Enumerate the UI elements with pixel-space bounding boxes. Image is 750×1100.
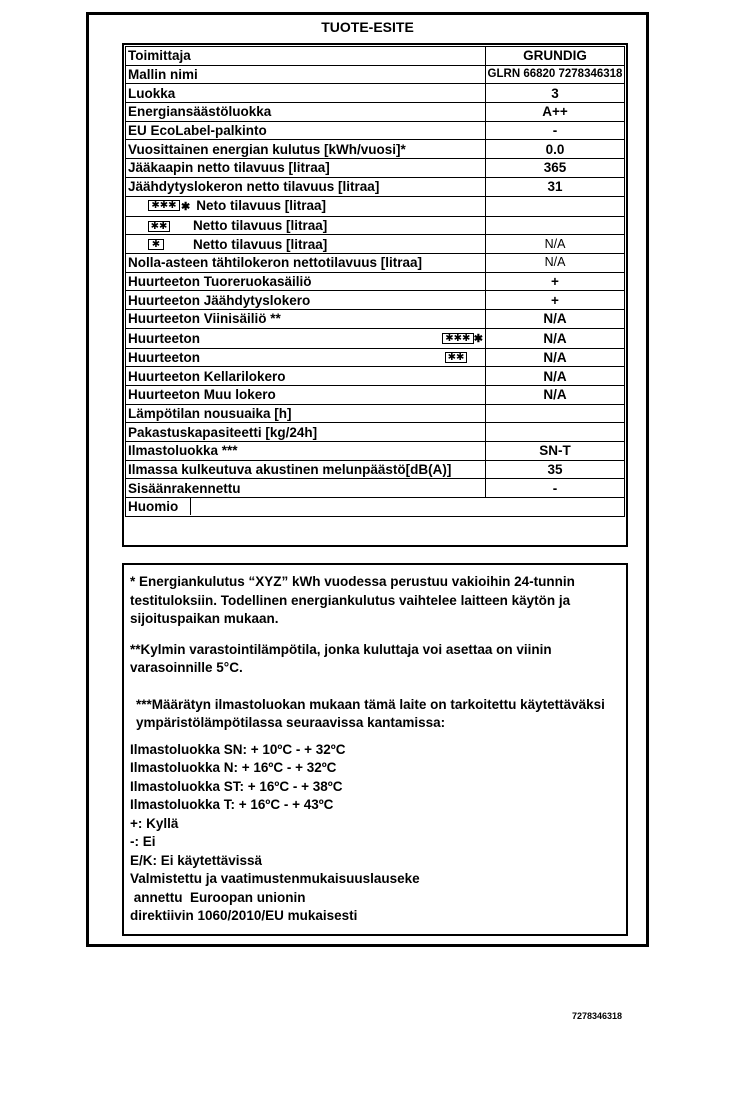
table-row (126, 309, 625, 328)
row-value (191, 498, 624, 515)
row-label: Huurteeton (128, 349, 200, 365)
row-label: Jääkaapin netto tilavuus [litraa] (126, 159, 486, 178)
row-value: - (486, 479, 625, 498)
table-row (126, 177, 625, 196)
table-row (126, 386, 625, 405)
row-value: 3 (486, 84, 625, 103)
star-icon: ✱ (181, 200, 191, 213)
table-row (126, 47, 625, 66)
row-value: + (486, 272, 625, 291)
table-row (126, 291, 625, 310)
table-row (126, 140, 625, 159)
climate-class-item: Ilmastoluokka N: + 16ºC - + 32ºC (130, 760, 337, 775)
row-value: GLRN 66820 7278346318 (486, 65, 625, 84)
row-label-with-icon (126, 235, 486, 254)
table-row (126, 196, 625, 216)
notes-box (122, 563, 628, 936)
row-value: N/A (486, 309, 625, 328)
row-value: N/A (486, 235, 625, 254)
table-row (126, 423, 625, 442)
row-value: SN-T (486, 442, 625, 461)
climate-class-item: Ilmastoluokka SN: + 10ºC - + 32ºC (130, 741, 346, 757)
legend-item: -: Ei (130, 834, 156, 849)
table-row (126, 103, 625, 122)
table-row (126, 253, 625, 272)
row-label-with-icon (126, 196, 486, 216)
row-label: Huurteeton Viinisäiliö ** (126, 309, 486, 328)
row-label: Pakastuskapasiteetti [kg/24h] (126, 423, 486, 442)
row-label: Energiansäästöluokka (126, 103, 486, 122)
row-value: + (486, 291, 625, 310)
row-label: Toimittaja (126, 47, 486, 66)
row-label: Huurteeton Muu lokero (126, 386, 486, 405)
row-label: Ilmastoluokka *** (126, 442, 486, 461)
row-value: 0.0 (486, 140, 625, 159)
row-value: N/A (486, 348, 625, 367)
two-star-freezer-icon: ✱✱ (445, 352, 467, 363)
one-star-freezer-icon: ✱ (148, 239, 164, 250)
row-label: Sisäänrakennettu (126, 479, 486, 498)
row-label: Jäähdytyslokeron netto tilavuus [litraa] (126, 177, 486, 196)
row-label-with-icon (126, 348, 486, 367)
note-climate: ***Määrätyn ilmastoluokan mukaan tämä laite on tarkoitettu käytettäväksi ympäristölämpötilassa seuraavissa kantamissa: (136, 696, 605, 730)
row-label: Huurteeton Kellarilokero (126, 367, 486, 386)
row-label: Huurteeton Tuoreruokasäiliö (126, 272, 486, 291)
note-wine: **Kylmin varastointilämpötila, jonka kuluttaja voi asettaa on viinin varasoinnille 5°C. (130, 641, 552, 675)
table-row (126, 479, 625, 498)
row-label: Huurteeton Jäähdytyslokero (126, 291, 486, 310)
row-value: N/A (486, 386, 625, 405)
row-value: GRUNDIG (486, 47, 625, 66)
row-label: Netto tilavuus [litraa] (193, 217, 328, 233)
row-value (486, 423, 625, 442)
table-row (126, 498, 625, 517)
legend-item: +: Kyllä (130, 815, 179, 831)
row-label: Lämpötilan nousuaika [h] (126, 404, 486, 423)
star-icon: ✱ (473, 332, 483, 345)
table-row (126, 404, 625, 423)
table-row (126, 159, 625, 178)
note-energy: * Energiankulutus “XYZ” kWh vuodessa perustuu vakioihin 24-tunnin testituloksiin. Todellinen energiankulutus vaihtelee laitteen käytön ja sijoituspaikan mukaan. (130, 574, 575, 626)
row-value (486, 196, 625, 216)
table-row (126, 121, 625, 140)
row-value (486, 404, 625, 423)
row-value: - (486, 121, 625, 140)
spec-table-box (122, 43, 628, 547)
row-value: 31 (486, 177, 625, 196)
row-label: Neto tilavuus [litraa] (196, 197, 326, 213)
two-star-freezer-icon: ✱✱ (148, 221, 170, 232)
row-label: EU EcoLabel-palkinto (126, 121, 486, 140)
legend-item: direktiivin 1060/2010/EU mukaisesti (130, 908, 358, 923)
row-value (486, 216, 625, 235)
spec-table (125, 46, 625, 517)
row-value: N/A (486, 253, 625, 272)
row-label: Luokka (126, 84, 486, 103)
climate-class-item: Ilmastoluokka ST: + 16ºC - + 38ºC (130, 778, 343, 794)
row-label: Netto tilavuus [litraa] (193, 236, 328, 252)
legend-item: E/K: Ei käytettävissä (130, 852, 263, 868)
product-fiche (86, 12, 649, 947)
row-value: N/A (486, 328, 625, 348)
row-label: Ilmassa kulkeutuva akustinen melunpäästö[dB(A)] (126, 460, 486, 479)
three-star-freezer-icon: ✱✱✱ (148, 200, 180, 211)
table-row (126, 216, 625, 235)
row-label: Mallin nimi (126, 65, 486, 84)
legend-item: annettu Euroopan unionin (130, 889, 306, 905)
row-label: Huurteeton (128, 330, 200, 346)
row-label: Huomio (126, 498, 191, 515)
remark-row (126, 498, 625, 517)
table-row (126, 328, 625, 348)
table-row (126, 460, 625, 479)
row-label-with-icon (126, 328, 486, 348)
page-title: TUOTE-ESITE (321, 19, 414, 35)
table-row (126, 65, 625, 84)
climate-class-item: Ilmastoluokka T: + 16ºC - + 43ºC (130, 797, 334, 812)
table-row (126, 348, 625, 367)
table-row (126, 272, 625, 291)
document-number: 7278346318 (572, 1011, 623, 1021)
row-value: 365 (486, 159, 625, 178)
row-value: A++ (486, 103, 625, 122)
legend-item: Valmistettu ja vaatimustenmukaisuuslauseke (130, 871, 420, 886)
row-value: 35 (486, 460, 625, 479)
table-row (126, 442, 625, 461)
row-label: Nolla-asteen tähtilokeron nettotilavuus [litraa] (126, 253, 486, 272)
table-row (126, 84, 625, 103)
row-label: Vuosittainen energian kulutus [kWh/vuosi]* (126, 140, 486, 159)
row-label-with-icon (126, 216, 486, 235)
table-row (126, 367, 625, 386)
three-star-freezer-icon: ✱✱✱ (442, 333, 474, 344)
table-row (126, 235, 625, 254)
row-value: N/A (486, 367, 625, 386)
